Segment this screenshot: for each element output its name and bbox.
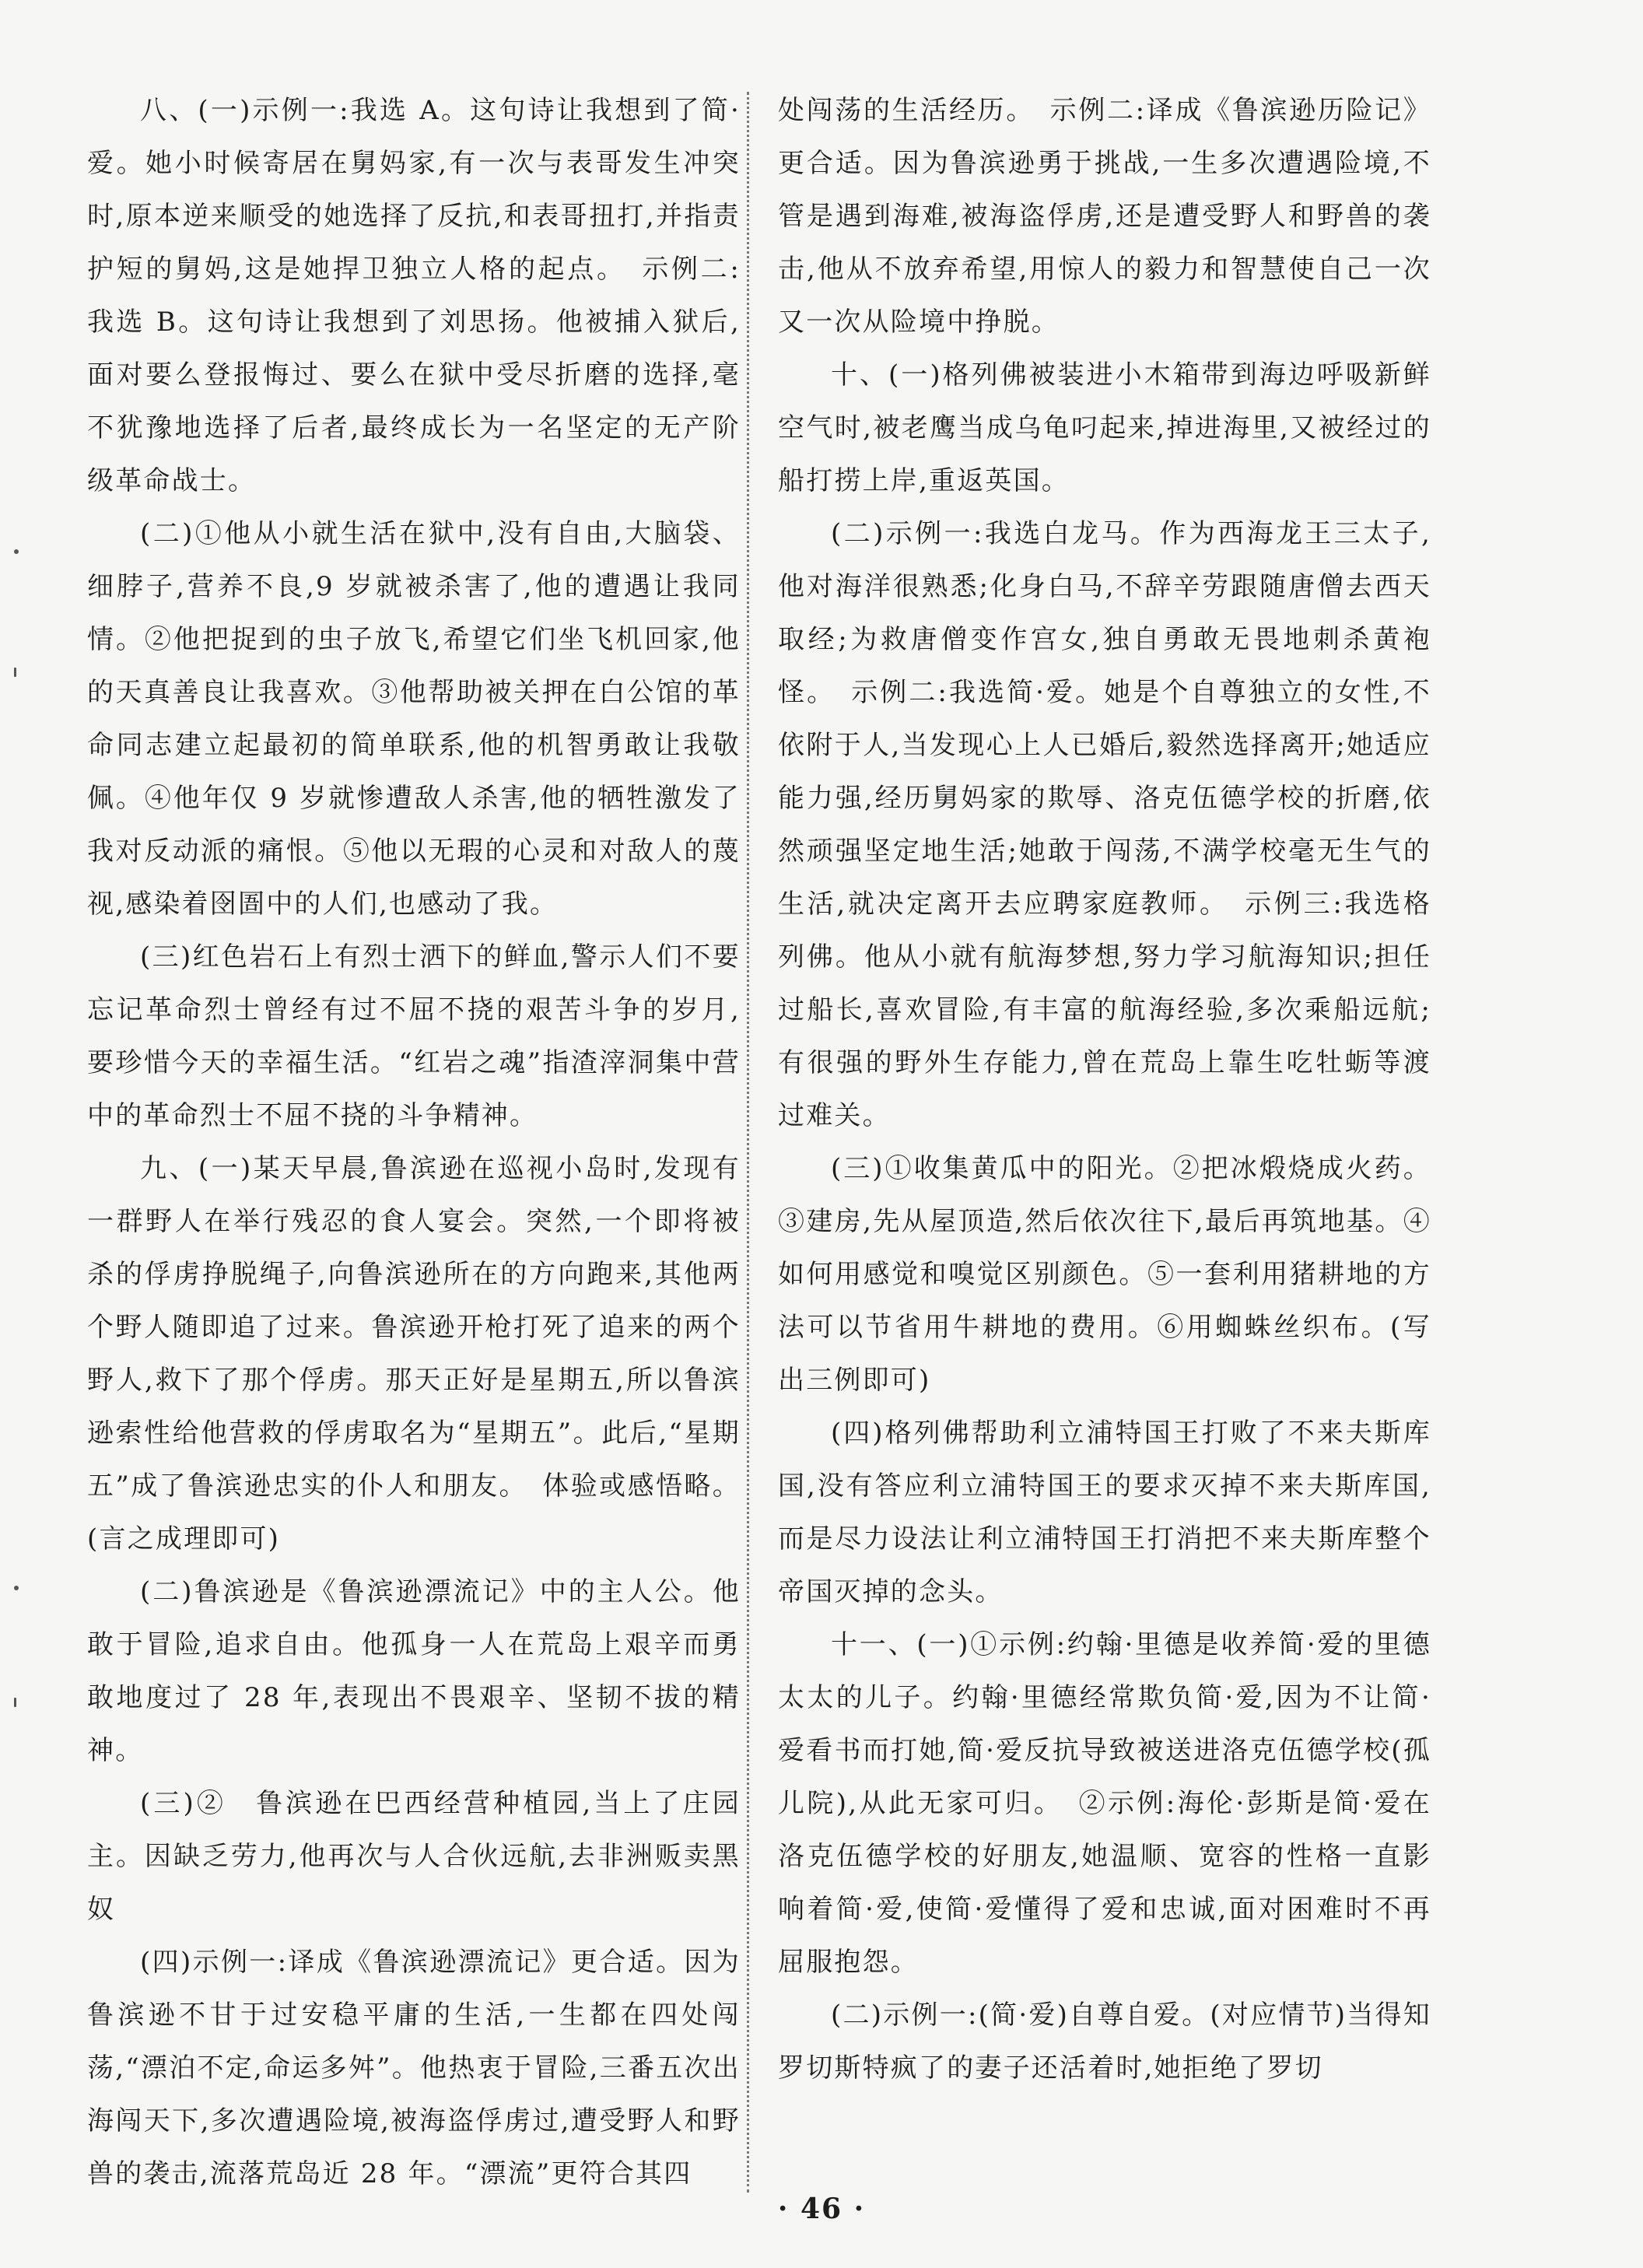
answer-paragraph: 十、(一)格列佛被装进小木箱带到海边呼吸新鲜空气时,被老鹰当成乌龟叼起来,掉进海里,又被经过的船打捞上岸,重返英国。 xyxy=(778,359,1431,496)
answer-paragraph-continued: 处闯荡的生活经历。 示例二:译成《鲁滨逊历险记》更合适。因为鲁滨逊勇于挑战,一生多次遭遇险境,不管是遇到海难,被海盗俘虏,还是遭受野人和野兽的袭击,他从不放弃希望,用惊人的毅力和智慧使自己一次又一次从险境中挣脱。 xyxy=(778,95,1431,338)
answer-paragraph: (二)示例一:(简·爱)自尊自爱。(对应情节)当得知罗切斯特疯了的妻子还活着时,她拒绝了罗切 xyxy=(778,2000,1431,2084)
right-column xyxy=(778,84,1431,2094)
margin-dot-mark xyxy=(14,549,19,554)
margin-dot-mark xyxy=(14,1586,19,1590)
answer-paragraph: 八、(一)示例一:我选 A。这句诗让我想到了简·爱。她小时候寄居在舅妈家,有一次与表哥发生冲突时,原本逆来顺受的她选择了反抗,和表哥扭打,并指责护短的舅妈,这是她捍卫独立人格的起点。 示例二:我选 B。这句诗让我想到了刘思扬。他被捕入狱后,面对要么登报悔过、要么在狱中受尽折磨的选择,毫不犹豫地选择了后者,最终成长为一名坚定的无产阶级革命战士。 xyxy=(87,95,741,496)
answer-paragraph: (二)示例一:我选白龙马。作为西海龙王三太子,他对海洋很熟悉;化身白马,不辞辛劳跟随唐僧去西天取经;为救唐僧变作宫女,独自勇敢无畏地刺杀黄袍怪。 示例二:我选简·爱。她是个自尊独立的女性,不依附于人,当发现心上人已婚后,毅然选择离开;她适应能力强,经历舅妈家的欺辱、洛克伍德学校的折磨,依然顽强坚定地生活;她敢于闯荡,不满学校毫无生气的生活,就决定离开去应聘家庭教师。 示例三:我选格列佛。他从小就有航海梦想,努力学习航海知识;担任过船长,喜欢冒险,有丰富的航海经验,多次乘船远航;有很强的野外生存能力,曾在荒岛上靠生吃牡蛎等渡过难关。 xyxy=(778,518,1431,1131)
answer-paragraph: (四)格列佛帮助利立浦特国王打败了不来夫斯库国,没有答应利立浦特国王的要求灭掉不来夫斯库国,而是尽力设法让利立浦特国王打消把不来夫斯库整个帝国灭掉的念头。 xyxy=(778,1418,1431,1607)
left-column xyxy=(87,84,741,2200)
answer-paragraph: (二)鲁滨逊是《鲁滨逊漂流记》中的主人公。他敢于冒险,追求自由。他孤身一人在荒岛上艰辛而勇敢地度过了 28 年,表现出不畏艰辛、坚韧不拔的精神。 xyxy=(87,1576,741,1766)
answer-paragraph: (三)红色岩石上有烈士洒下的鲜血,警示人们不要忘记革命烈士曾经有过不屈不挠的艰苦斗争的岁月,要珍惜今天的幸福生活。“红岩之魂”指渣滓洞集中营中的革命烈士不屈不挠的斗争精神。 xyxy=(87,941,741,1131)
margin-dash-mark xyxy=(14,1698,16,1707)
answer-paragraph: (三)② 鲁滨逊在巴西经营种植园,当上了庄园主。因缺乏劳力,他再次与人合伙远航,去非洲贩卖黑奴 xyxy=(87,1788,741,1925)
answer-paragraph: (四)示例一:译成《鲁滨逊漂流记》更合适。因为鲁滨逊不甘于过安稳平庸的生活,一生都在四处闯荡,“漂泊不定,命运多舛”。他热衷于冒险,三番五次出海闯天下,多次遭遇险境,被海盗俘虏过,遭受野人和野兽的袭击,流落荒岛近 28 年。“漂流”更符合其四 xyxy=(87,1947,741,2189)
answer-paragraph: 十一、(一)①示例:约翰·里德是收养简·爱的里德太太的儿子。约翰·里德经常欺负简·爱,因为不让简·爱看书而打她,简·爱反抗导致被送进洛克伍德学校(孤儿院),从此无家可归。 ②示例:海伦·彭斯是简·爱在洛克伍德学校的好朋友,她温顺、宽容的性格一直影响着简·爱,使简·爱懂得了爱和忠诚,面对困难时不再屈服抱怨。 xyxy=(778,1629,1431,1978)
answer-paragraph: (二)①他从小就生活在狱中,没有自由,大脑袋、细脖子,营养不良,9 岁就被杀害了,他的遭遇让我同情。②他把捉到的虫子放飞,希望它们坐飞机回家,他的天真善良让我喜欢。③他帮助被关押在白公馆的革命同志建立起最初的简单联系,他的机智勇敢让我敬佩。④他年仅 9 岁就惨遭敌人杀害,他的牺牲激发了我对反动派的痛恨。⑤他以无瑕的心灵和对敌人的蔑视,感染着囹圄中的人们,也感动了我。 xyxy=(87,518,741,920)
answer-paragraph: (三)①收集黄瓜中的阳光。②把冰煅烧成火药。③建房,先从屋顶造,然后依次往下,最后再筑地基。④如何用感觉和嗅觉区别颜色。⑤一套利用猪耕地的方法可以节省用牛耕地的费用。⑥用蜘蛛丝织布。(写出三例即可) xyxy=(778,1153,1431,1396)
page-number: · 46 · xyxy=(777,2193,866,2225)
answer-paragraph: 九、(一)某天早晨,鲁滨逊在巡视小岛时,发现有一群野人在举行残忍的食人宴会。突然,一个即将被杀的俘虏挣脱绳子,向鲁滨逊所在的方向跑来,其他两个野人随即追了过来。鲁滨逊开枪打死了追来的两个野人,救下了那个俘虏。那天正好是星期五,所以鲁滨逊索性给他营救的俘虏取名为“星期五”。此后,“星期五”成了鲁滨逊忠实的仆人和朋友。 体验或感悟略。(言之成理即可) xyxy=(87,1153,741,1555)
column-divider xyxy=(747,92,749,2193)
margin-dash-mark xyxy=(14,668,16,677)
